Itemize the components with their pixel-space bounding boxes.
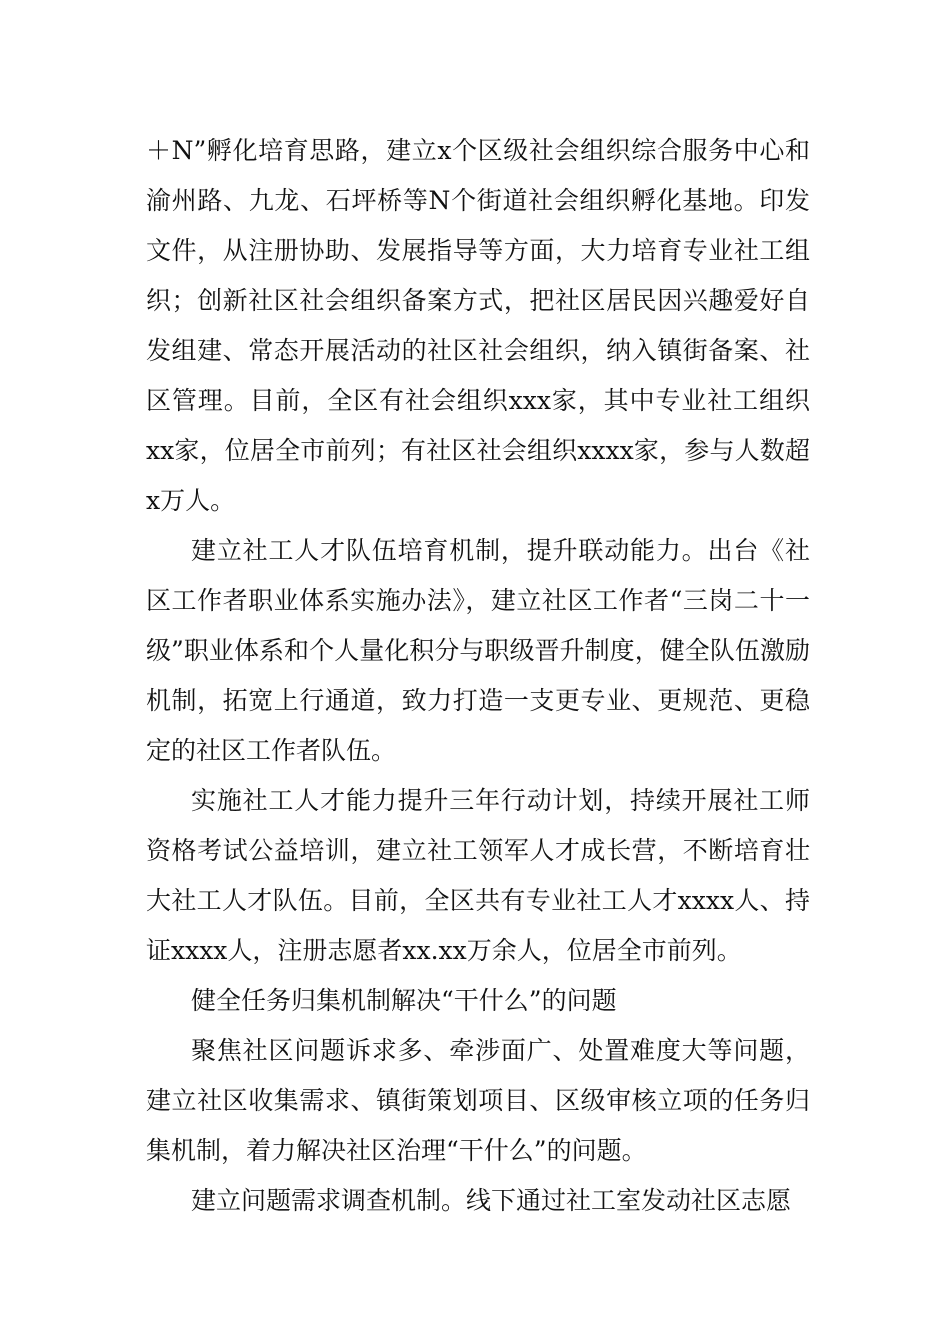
paragraph-talent-mechanism: 建立社工人才队伍培育机制，提升联动能力。出台《社区工作者职业体系实施办法》，建立社区工作者“三岗二十一级”职业体系和个人量化积分与职级晋升制度，健全队伍激励机制，拓宽上行通道，致力打造一支更专业、更规范、更稳定的社区工作者队伍。 [146,536,810,765]
paragraph-task-collection: 聚焦社区问题诉求多、牵涉面广、处置难度大等问题，建立社区收集需求、镇街策划项目、区级审核立项的任务归集机制，着力解决社区治理“干什么”的问题。 [146,1036,810,1165]
paragraph-talent-plan: 实施社工人才能力提升三年行动计划，持续开展社工师资格考试公益培训，建立社工领军人才成长营，不断培育壮大社工人才队伍。目前，全区共有专业社工人才xxxx人、持证xxxx人，注册志愿者xx.xx万余人，位居全市前列。 [146,786,810,965]
section-heading: 健全任务归集机制解决“干什么”的问题 [191,986,617,1015]
document-body [146,126,810,1226]
paragraph-needs-survey: 建立问题需求调查机制。线下通过社工室发动社区志愿 [191,1186,792,1215]
paragraph-incubation: ＋N”孵化培育思路，建立x个区级社会组织综合服务中心和渝州路、九龙、石坪桥等N个街道社会组织孵化基地。印发文件，从注册协助、发展指导等方面，大力培育专业社工组织；创新社区社会组织备案方式，把社区居民因兴趣爱好自发组建、常态开展活动的社区社会组织，纳入镇街备案、社区管理。目前，全区有社会组织xxx家，其中专业社工组织xx家，位居全市前列；有社区社会组织xxxx家，参与人数超x万人。 [146,136,810,515]
